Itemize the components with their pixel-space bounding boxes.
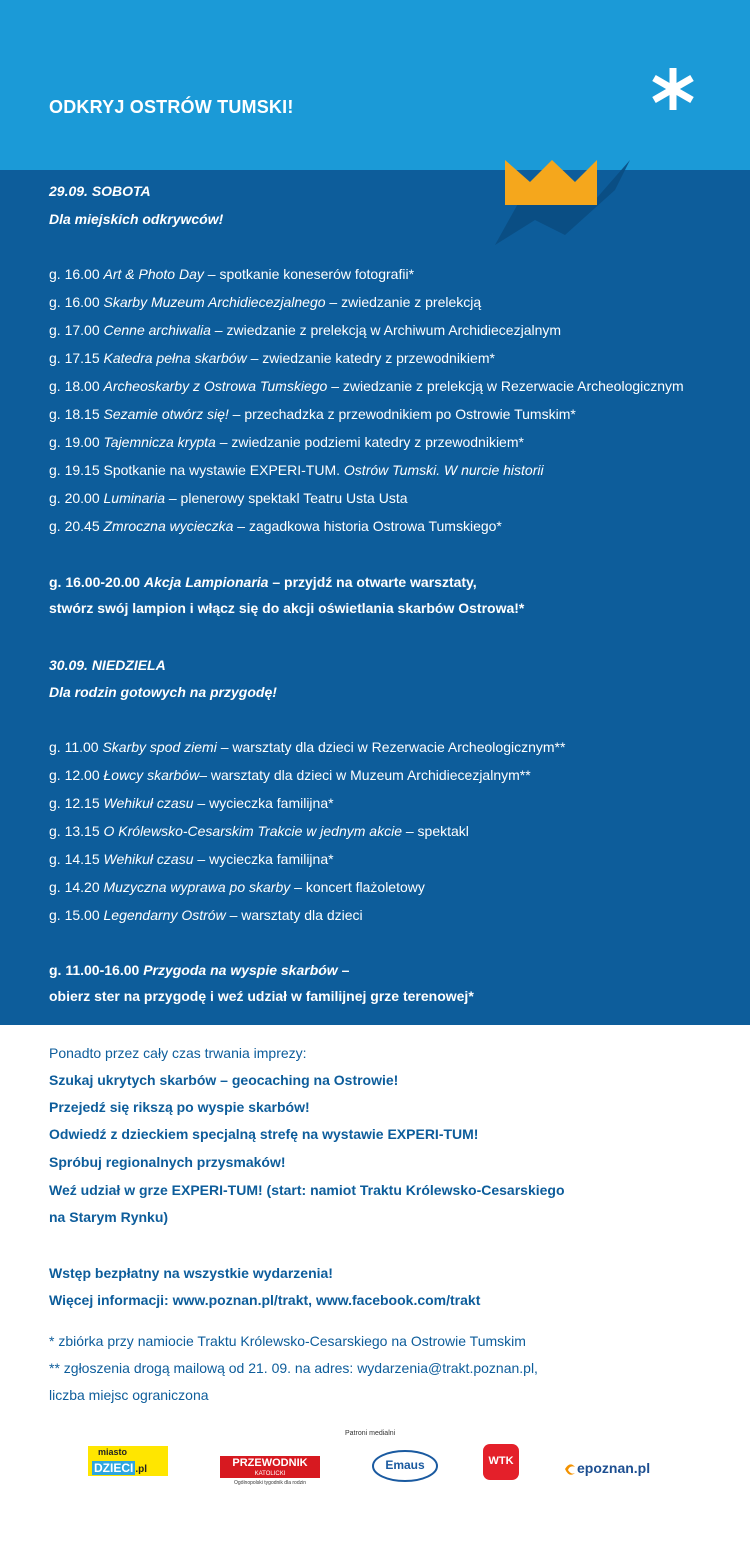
day1-highlight (49, 574, 477, 590)
highlight-time: g. 16.00-20.00 (49, 574, 144, 590)
event-time: g. 13.15 (49, 823, 104, 839)
event-item (49, 823, 469, 839)
event-description: – koncert flażoletowy (290, 879, 425, 895)
event-title: O Królewsko-Cesarskim Trakcie w jednym akcie (103, 823, 402, 839)
page-title: ODKRYJ OSTRÓW TUMSKI! (49, 97, 294, 117)
event-description: – spotkanie koneserów fotografii* (203, 266, 415, 282)
event-title: Wehikuł czasu (103, 851, 194, 867)
epoznan-label: epoznan.pl (577, 1460, 651, 1476)
event-item (49, 851, 334, 867)
header-banner (0, 0, 750, 170)
event-time: g. 19.00 (49, 434, 104, 450)
day1-heading: 29.09. SOBOTA (49, 183, 151, 199)
event-title: Luminaria (103, 490, 165, 506)
event-item (49, 879, 425, 895)
event-title: Katedra pełna skarbów (103, 350, 247, 366)
event-description: – zwiedzanie podziemi katedry z przewodnikiem* (215, 434, 524, 450)
event-time: g. 17.00 (49, 322, 104, 338)
event-item (49, 294, 481, 310)
event-title: Wehikuł czasu (103, 795, 194, 811)
event-item (49, 739, 565, 755)
event-time: g. 19.15 Spotkanie na wystawie EXPERI-TUM. (49, 462, 344, 478)
event-item (49, 795, 334, 811)
pl-label: .pl (135, 1464, 148, 1475)
katolicki-label: KATOLICKI (220, 1470, 320, 1478)
extra-item: Odwiedź z dzieckiem specjalną strefę na wystawie EXPERI-TUM! (49, 1126, 479, 1142)
event-item (49, 490, 408, 506)
event-description: – zwiedzanie z prelekcją w Archiwum Archidiecezjalnym (210, 322, 562, 338)
highlight-time: g. 11.00-16.00 (49, 962, 144, 978)
highlight-description: – (337, 962, 350, 978)
event-item (49, 350, 495, 366)
miasto-label: miasto (98, 1447, 128, 1457)
event-time: g. 16.00 (49, 266, 104, 282)
event-title: Art & Photo Day (103, 266, 204, 282)
emaus-label: Emaus (385, 1458, 425, 1472)
event-description: – zwiedzanie z prelekcją (325, 294, 482, 310)
event-time: g. 12.15 (49, 795, 104, 811)
event-title: Sezamie otwórz się! (103, 406, 229, 422)
highlight-title: Akcja Lampionaria (143, 574, 269, 590)
event-time: g. 15.00 (49, 907, 104, 923)
event-time: g. 11.00 (49, 739, 103, 755)
footnote: ** zgłoszenia drogą mailową od 21. 09. na adres: wydarzenia@trakt.poznan.pl, (49, 1360, 538, 1376)
day1-subheading: Dla miejskich odkrywców! (49, 211, 224, 227)
miasto-dzieci-logo[interactable] (88, 1446, 168, 1476)
wtk-label: WTK (488, 1455, 514, 1467)
extra-item: Szukaj ukrytych skarbów – geocaching na Ostrowie! (49, 1072, 399, 1088)
event-item (49, 462, 544, 478)
highlight-title: Przygoda na wyspie skarbów (143, 962, 338, 978)
extra-intro: Ponadto przez cały czas trwania imprezy: (49, 1045, 307, 1061)
event-item (49, 518, 502, 534)
patrons-label: Patroni medialni (345, 1430, 396, 1437)
day2-highlight (49, 962, 349, 978)
event-time: g. 18.00 (49, 378, 104, 394)
footnote: * zbiórka przy namiocie Traktu Królewsko-Cesarskiego na Ostrowie Tumskim (49, 1333, 526, 1349)
epoznan-swirl-icon (563, 1461, 577, 1477)
event-title: Tajemnicza krypta (103, 434, 216, 450)
event-description: – zwiedzanie z prelekcją w Rezerwacie Archeologicznym (327, 378, 684, 394)
more-info-text: Więcej informacji: www.poznan.pl/trakt, www.facebook.com/trakt (49, 1292, 481, 1308)
event-description: – przechadzka z przewodnikiem po Ostrowie Tumskim* (228, 406, 576, 422)
przewodnik-tagline: Ogólnopolski tygodnik dla rodzin (234, 1480, 306, 1486)
event-item (49, 266, 414, 282)
event-description: – wycieczka familijna* (193, 795, 334, 811)
event-item (49, 767, 531, 783)
event-item (49, 322, 561, 338)
day2-subheading: Dla rodzin gotowych na przygodę! (49, 684, 277, 700)
event-title: Skarby spod ziemi (102, 739, 217, 755)
event-description: – wycieczka familijna* (193, 851, 334, 867)
event-time: g. 12.00 (49, 767, 104, 783)
event-time: g. 17.15 (49, 350, 104, 366)
day2-highlight-line2: obierz ster na przygodę i weź udział w familijnej grze terenowej* (49, 988, 474, 1004)
footnote: liczba miejsc ograniczona (49, 1387, 209, 1403)
event-item (49, 434, 524, 450)
event-time: g. 20.00 (49, 490, 104, 506)
dzieci-label: DZIECI (94, 1461, 134, 1475)
event-item (49, 907, 363, 923)
day2-heading: 30.09. NIEDZIELA (49, 657, 166, 673)
event-title: Ostrów Tumski. W nurcie historii (343, 462, 544, 478)
free-entry-text: Wstęp bezpłatny na wszystkie wydarzenia! (49, 1265, 333, 1281)
event-time: g. 18.15 (49, 406, 104, 422)
epoznan-logo[interactable] (563, 1460, 663, 1480)
event-title: Legendarny Ostrów (103, 907, 226, 923)
event-title: Cenne archiwalia (103, 322, 211, 338)
event-time: g. 20.45 (49, 518, 104, 534)
extra-item: Przejedź się rikszą po wyspie skarbów! (49, 1099, 310, 1115)
event-item (49, 406, 576, 422)
event-title: Zmroczna wycieczka (103, 518, 234, 534)
event-description: – plenerowy spektakl Teatru Usta Usta (164, 490, 408, 506)
event-description: – zwiedzanie katedry z przewodnikiem* (246, 350, 495, 366)
event-title: Skarby Muzeum Archidiecezjalnego (103, 294, 326, 310)
day1-highlight-line2: stwórz swój lampion i włącz się do akcji oświetlania skarbów Ostrowa!* (49, 600, 525, 616)
event-title: Archeoskarby z Ostrowa Tumskiego (103, 378, 328, 394)
przewodnik-label: PRZEWODNIK (220, 1456, 320, 1470)
event-title: Muzyczna wyprawa po skarby (103, 879, 291, 895)
event-description: – warsztaty dla dzieci w Rezerwacie Archeologicznym** (216, 739, 566, 755)
event-item (49, 378, 684, 394)
event-time: g. 14.15 (49, 851, 104, 867)
emaus-logo[interactable] (370, 1448, 440, 1484)
extra-item: Weź udział w grze EXPERI-TUM! (start: namiot Traktu Królewsko-Cesarskiego (49, 1182, 565, 1198)
przewodnik-katolicki-logo[interactable] (220, 1456, 322, 1490)
crown-icon (465, 150, 640, 265)
event-description: – spektakl (401, 823, 469, 839)
event-title: Łowcy skarbów (103, 767, 200, 783)
event-description: – warsztaty dla dzieci w Muzeum Archidiecezjalnym** (199, 767, 531, 783)
event-time: g. 14.20 (49, 879, 104, 895)
wtk-logo[interactable] (483, 1444, 519, 1480)
event-time: g. 16.00 (49, 294, 104, 310)
extra-item: na Starym Rynku) (49, 1209, 169, 1225)
highlight-description: – przyjdź na otwarte warsztaty, (268, 574, 477, 590)
event-description: – zagadkowa historia Ostrowa Tumskiego* (233, 518, 502, 534)
asterisk-icon (650, 66, 696, 112)
event-description: – warsztaty dla dzieci (225, 907, 363, 923)
extra-item: Spróbuj regionalnych przysmaków! (49, 1154, 286, 1170)
